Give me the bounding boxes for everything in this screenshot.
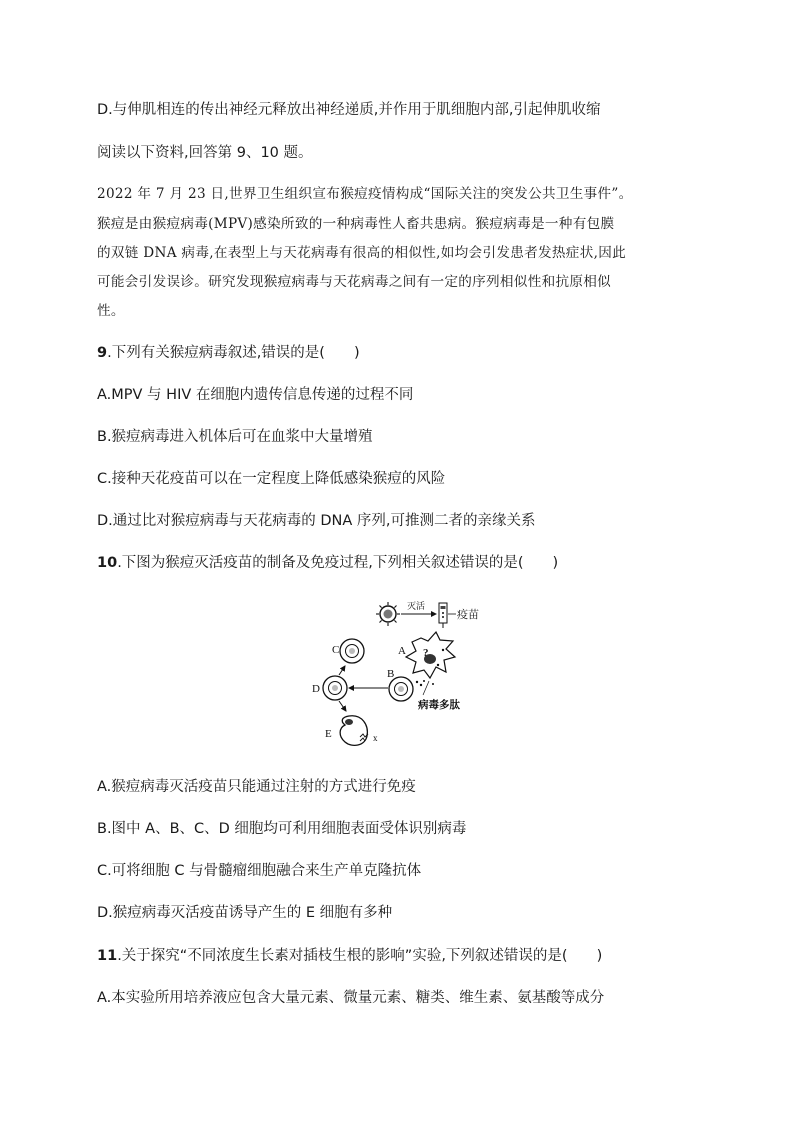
passage-line: 的双链 DNA 病毒,在表型上与天花病毒有很高的相似性,如均会引发患者发热症状,因此 [97, 245, 626, 261]
label-e: E [325, 728, 332, 740]
question-stem [97, 343, 360, 363]
arrow-d-to-c [339, 666, 345, 675]
option-d-previous-question: D.与伸肌相连的传出神经元释放出神经递质,并作用于肌细胞内部,引起伸肌收缩 [97, 102, 601, 118]
question-number: 11 [97, 948, 118, 964]
option-d: D.猴痘病毒灭活疫苗诱导产生的 E 细胞有多种 [97, 905, 393, 921]
question-stem [97, 553, 558, 573]
virus-peptide-marks [416, 680, 434, 686]
question-stem [97, 946, 602, 966]
option-b: B.猴痘病毒进入机体后可在血浆中大量增殖 [97, 429, 373, 445]
passage-line: 2022 年 7 月 23 日,世界卫生组织宣布猴痘疫情构成“国际关注的突发公共卫生事件”。 [97, 186, 633, 202]
label-b: B [387, 668, 395, 680]
reading-instruction: 阅读以下资料,回答第 9、10 题。 [97, 145, 313, 161]
svg-text:?: ? [423, 647, 429, 659]
option-a: A.猴痘病毒灭活疫苗只能通过注射的方式进行免疫 [97, 779, 416, 795]
cell-b-icon [389, 677, 413, 701]
label-x: x [373, 733, 378, 743]
virus-icon [376, 602, 400, 626]
vaccine-vial-icon [439, 603, 456, 628]
label-a: A [398, 645, 406, 657]
passage-line: 可能会引发误诊。研究发现猴痘病毒与天花病毒之间有一定的序列相似性和抗原相似 [97, 274, 612, 290]
label-c: C [332, 644, 340, 656]
question-number: 9 [97, 345, 108, 361]
vaccine-immune-process-figure [312, 598, 502, 750]
cell-d-icon [323, 676, 347, 700]
cell-a-icon [406, 632, 455, 678]
option-c: C.可将细胞 C 与骨髓瘤细胞融合来生产单克隆抗体 [97, 863, 422, 879]
option-c: C.接种天花疫苗可以在一定程度上降低感染猴痘的风险 [97, 471, 446, 487]
arrow-d-to-e [339, 701, 346, 711]
option-a: A.本实验所用培养液应包含大量元素、微量元素、糖类、维生素、氨基酸等成分 [97, 990, 605, 1006]
question-text: .关于探究“不同浓度生长素对插枝生根的影响”实验,下列叙述错误的是( ) [117, 948, 603, 964]
passage-line: 性。 [97, 303, 125, 319]
label-peptide: 病毒多肽 [418, 700, 460, 711]
passage-line: 猴痘是由猴痘病毒(MPV)感染所致的一种病毒性人畜共患病。猴痘病毒是一种有包膜 [97, 216, 615, 232]
label-d: D [312, 683, 320, 695]
option-a: A.MPV 与 HIV 在细胞内遗传信息传递的过程不同 [97, 387, 414, 403]
label-inactivate: 灭活 [407, 601, 426, 611]
question-text: .下图为猴痘灭活疫苗的制备及免疫过程,下列相关叙述错误的是( ) [117, 555, 559, 571]
option-b: B.图中 A、B、C、D 细胞均可利用细胞表面受体识别病毒 [97, 821, 467, 837]
cell-c-icon [340, 639, 364, 663]
question-text: .下列有关猴痘病毒叙述,错误的是( ) [107, 345, 360, 361]
label-vaccine: 疫苗 [457, 609, 479, 621]
cell-e-icon [340, 716, 368, 746]
option-d: D.通过比对猴痘病毒与天花病毒的 DNA 序列,可推测二者的亲缘关系 [97, 513, 536, 529]
question-number: 10 [97, 555, 118, 571]
